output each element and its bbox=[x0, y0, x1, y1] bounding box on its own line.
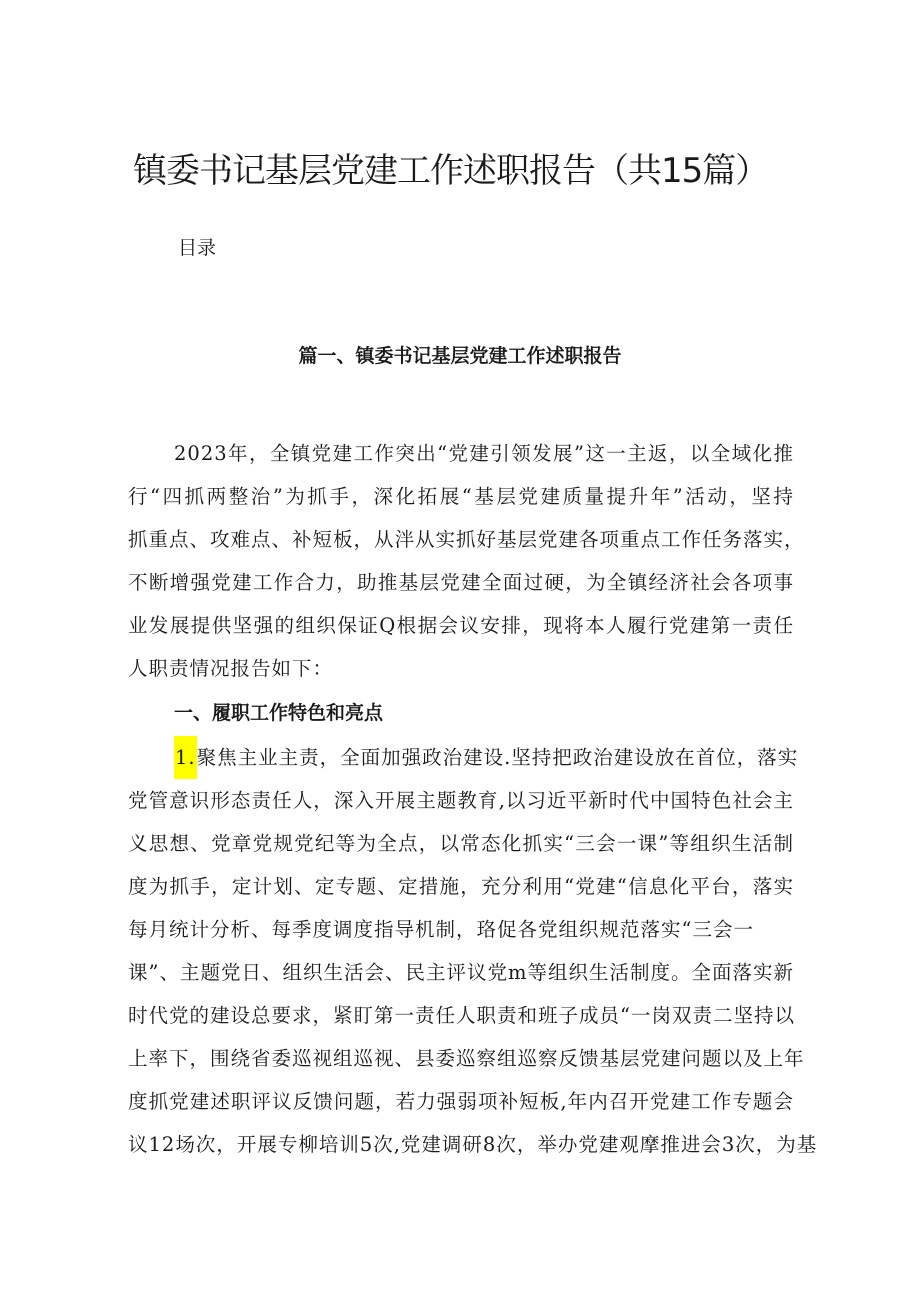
toc-label: 目录 bbox=[178, 237, 217, 259]
paragraph-line: 2023年，全镇党建工作突出“党建引领发展”这一主返，以全域化推 bbox=[174, 442, 794, 465]
highlighted-item-number: 1. bbox=[174, 736, 197, 779]
paragraph-line: 上率下，围绕省委巡视组巡视、县委巡察组巡察反馈基层党建问题以及上年 bbox=[128, 1047, 805, 1070]
paragraph-line: 课”、主题党日、组织生活会、民主评议党m等组织生活制度。全面落实新 bbox=[128, 961, 794, 984]
section-title: 篇一、镇委书记基层党建工作述职报告 bbox=[298, 345, 622, 367]
paragraph-line: 度为抓手，定计划、定专题、定措施，充分利用“党建“信息化平台，落实 bbox=[128, 875, 794, 898]
paragraph-line: 每月统计分析、每季度调度指导机制，珞促各党组织规范落实“三会一 bbox=[128, 918, 754, 941]
paragraph-line: 时代党的建设总要求，紧盯第一责任人职责和班子成员“一岗双责二坚持以 bbox=[128, 1004, 795, 1027]
document-title: 镇委书记基层党建工作述职报告（共15篇） bbox=[133, 151, 769, 191]
paragraph-line: 义思想、党章党规党纪等为全点，以常态化抓实“三会一课”等组织生活制 bbox=[128, 832, 794, 855]
paragraph-line: 业发展提供坚强的组织保证Q根据会议安排，现将本人履行党建第一责任 bbox=[128, 614, 794, 637]
paragraph-line: 不断增强党建工作合力，助推基层党建全面过硬，为全镇经济社会各项事 bbox=[128, 571, 794, 594]
paragraph-line: 党管意识形态责任人，深入开展主题教育,以习近平新时代中国特色社会主 bbox=[128, 789, 794, 812]
paragraph-line: 抓重点、攻难点、补短板，从泮从实抓好基层党建各项重点工作任务落实， bbox=[128, 528, 805, 551]
intro-paragraph bbox=[128, 432, 805, 690]
paragraph-line: 议12场次，开展专柳培训5次,党建调研8次，举办党建观摩推进会3次，为基 bbox=[128, 1133, 818, 1156]
paragraph-line: 行“四抓两整治”为抓手，深化拓展“基层党建质量提升年”活动，坚持 bbox=[128, 485, 794, 508]
item1-paragraph bbox=[128, 736, 818, 1166]
paragraph-line-text: 聚焦主业主责，全面加强政治建设.坚持把政治建设放在首位，落实 bbox=[196, 746, 799, 769]
paragraph-line: 人职责情况报告如下： bbox=[128, 657, 334, 680]
paragraph-first-line bbox=[128, 736, 799, 779]
paragraph-line: 度抓党建述职评议反馈问题，若力强弱项补短板,年内召开党建工作专题会 bbox=[128, 1090, 794, 1113]
section-heading: 一、履职工作特色和亮点 bbox=[174, 702, 384, 724]
